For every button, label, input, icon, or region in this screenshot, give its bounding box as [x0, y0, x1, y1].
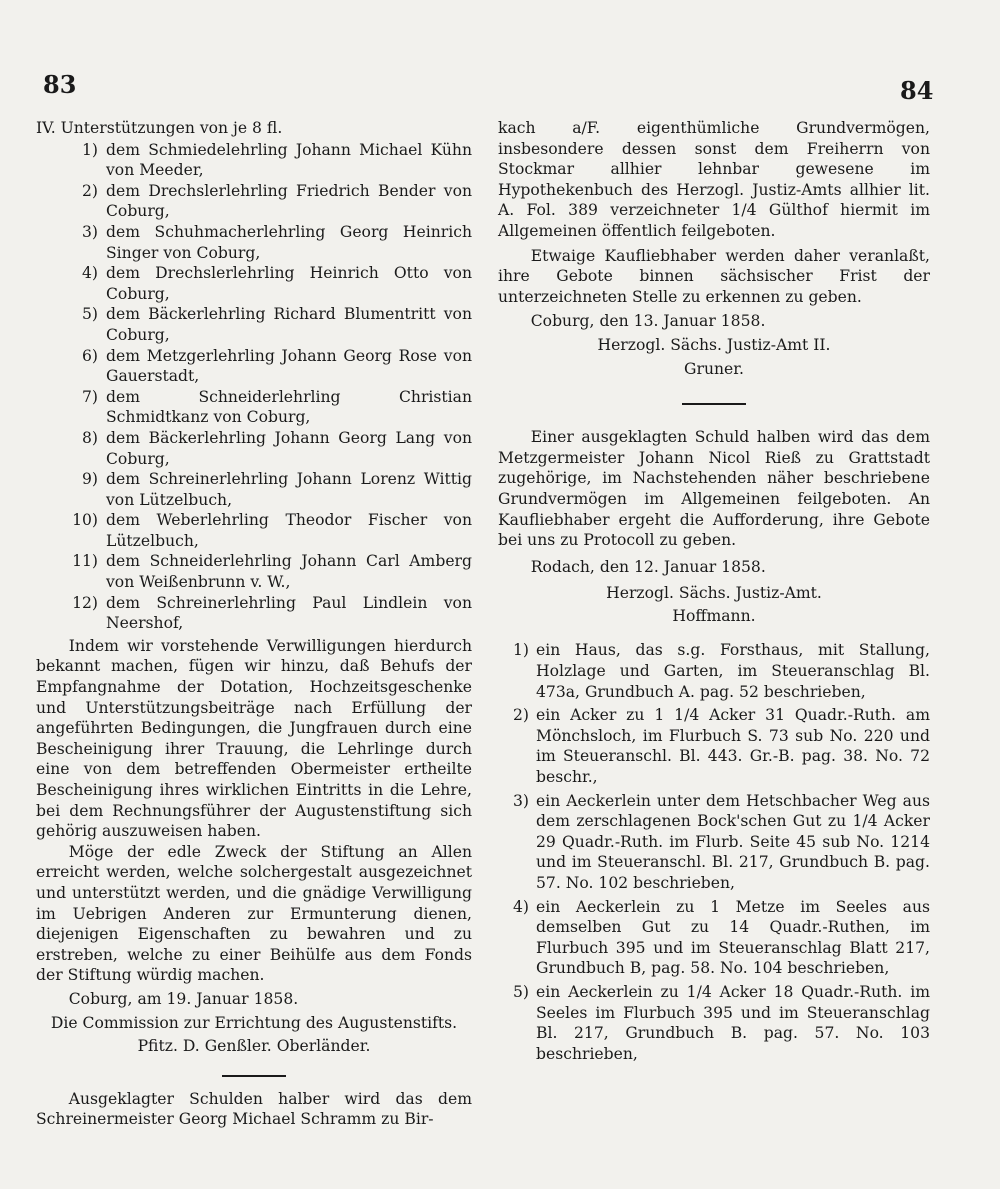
- right-column: [498, 118, 930, 1067]
- list-item-number: 2): [512, 706, 529, 725]
- dateline-rodach: Rodach, den 12. Januar 1858.: [530, 557, 766, 576]
- list-item-text: ein Aeckerlein unter dem Hetschbacher Weg aus dem zerschlagenen Bock'schen Gut zu 1/4 Acker 29 Quadr.-Ruth. im Flurb. Seite 45 sub No. 1214 und im Steueranschl. Bl. 217, Grundbuch B. pag. 57. No. 102 beschrieben,: [536, 791, 930, 892]
- list-item: [36, 263, 472, 304]
- list-item-number: 9): [81, 470, 98, 489]
- commission-name: Die Commission zur Errichtung des Augustenstifts.: [50, 1013, 458, 1032]
- left-column: [36, 118, 472, 1130]
- page-number-right: 84: [900, 76, 934, 105]
- list-item-number: 10): [72, 511, 98, 530]
- dateline: Coburg, am 19. Januar 1858.: [68, 989, 299, 1008]
- list-item-number: 12): [72, 593, 98, 612]
- list-item-number: 8): [81, 428, 98, 447]
- list-item-text: dem Schneiderlehrling Christian Schmidtkanz von Coburg,: [106, 387, 472, 427]
- property-list: [498, 640, 930, 1064]
- buyers-paragraph: Etwaige Kaufliebhaber werden daher veranlaßt, ihre Gebote binnen sächsischer Frist der unterzeichneten Stelle zu erkennen zu geben.: [498, 246, 930, 306]
- list-item: [36, 181, 472, 222]
- office-name: Herzogl. Sächs. Justiz-Amt II.: [597, 335, 831, 354]
- list-item-number: 5): [512, 982, 529, 1001]
- list-item-number: 5): [81, 305, 98, 324]
- list-item-text: dem Bäckerlehrling Richard Blumentritt von Coburg,: [106, 305, 472, 344]
- list-item: [36, 304, 472, 345]
- list-item-text: dem Drechslerlehrling Friedrich Bender von Coburg,: [106, 181, 472, 221]
- list-item-text: dem Schneiderlehrling Johann Carl Amberg von Weißenbrunn v. W.,: [106, 552, 472, 592]
- list-item-number: 3): [512, 791, 529, 810]
- list-item-number: 2): [81, 181, 98, 200]
- list-item-text: dem Schmiedelehrling Johann Michael Kühn von Meeder,: [106, 140, 472, 180]
- list-item-number: 1): [512, 641, 529, 660]
- official-name-rodach: Hoffmann.: [672, 606, 756, 625]
- list-item-number: 4): [512, 897, 529, 916]
- list-item-text: dem Schuhmacherlehrling Georg Heinrich Singer von Coburg,: [106, 222, 472, 262]
- list-item-number: 6): [81, 346, 98, 365]
- list-item-text: ein Aeckerlein zu 1/4 Acker 18 Quadr.-Ruth. im Seeles im Flurbuch 395 und im Steueranschlag Bl. 217, Grundbuch B. pag. 57. No. 103 beschrieben,: [536, 982, 930, 1063]
- office-name-rodach: Herzogl. Sächs. Justiz-Amt.: [606, 584, 822, 603]
- list-item-text: ein Haus, das s.g. Forsthaus, mit Stallung, Holzlage und Garten, im Steueranschlag Bl. 473a, Grundbuch A. pag. 52 beschrieben,: [536, 641, 930, 701]
- list-item: [36, 551, 472, 592]
- list-item: [498, 640, 930, 702]
- section-divider: [682, 403, 746, 405]
- list-item-number: 11): [72, 552, 98, 571]
- announcement-paragraph: Indem wir vorstehende Verwilligungen hierdurch bekannt machen, fügen wir hinzu, daß Behufs der Empfangnahme der Dotation, Hochzeitsgeschenke und Unterstützungsbeiträge nach Erfüllung der angeführten Bedingungen, die Jungfrauen durch eine Bescheinigung ihrer Trauung, die Lehrlinge durch eine von dem betreffenden Obermeister ertheilte Bescheinigung ihres wirklichen Eintritts in die Lehre, bei dem Rechnungsführer der Augustenstiftung sich gehörig auszuweisen haben.: [36, 636, 472, 841]
- purpose-paragraph: Möge der edle Zweck der Stiftung an Allen erreicht werden, welche solchergestalt ausgezeichnet und unterstützt werden, und die gnädige Verwilligung im Uebrigen Anderen zur Ermunterung dienen, diejenigen Eigenschaften zu bewahren und zu erstreben, welche zu einer Beihülfe aus dem Fonds der Stiftung würdig machen.: [36, 842, 472, 985]
- list-item-text: ein Aeckerlein zu 1 Metze im Seeles aus demselben Gut zu 14 Quadr.-Ruthen, im Flurbuch 395 und im Steueranschlag Blatt 217, Grundbuch B, pag. 58. No. 104 beschrieben,: [536, 897, 930, 978]
- signatories: Pfitz. D. Genßler. Oberländer.: [137, 1037, 371, 1056]
- list-item-text: dem Schreinerlehrling Paul Lindlein von Neershof,: [106, 593, 472, 633]
- list-item: [36, 510, 472, 551]
- list-item: [36, 140, 472, 181]
- list-item-number: 7): [81, 387, 98, 406]
- dateline-coburg: Coburg, den 13. Januar 1858.: [530, 312, 766, 331]
- list-item-text: dem Metzgerlehrling Johann Georg Rose von Gauerstadt,: [106, 346, 472, 386]
- list-item: [498, 897, 930, 979]
- list-item-text: dem Weberlehrling Theodor Fischer von Lützelbuch,: [106, 511, 472, 550]
- list-item-text: dem Drechslerlehrling Heinrich Otto von Coburg,: [106, 264, 472, 303]
- official-name: Gruner.: [684, 359, 744, 378]
- list-item-number: 4): [81, 264, 98, 283]
- list-item-text: dem Schreinerlehrling Johann Lorenz Wittig von Lützelbuch,: [106, 470, 472, 509]
- list-item: [36, 346, 472, 387]
- foreclosure-notice-start: Ausgeklagter Schulden halber wird das dem Schreinermeister Georg Michael Schramm zu Bir-: [36, 1089, 472, 1129]
- list-item-number: 3): [81, 222, 98, 241]
- rodach-notice: Einer ausgeklagten Schuld halben wird das dem Metzgermeister Johann Nicol Rieß zu Grattstadt zugehörige, im Nachstehenden näher beschriebene Grundvermögen im Allgemeinen feilgeboten. An Kaufliebhaber ergeht die Aufforderung, ihre Gebote bei uns zu Protocoll zu geben.: [498, 428, 930, 550]
- list-item: [36, 469, 472, 510]
- section-heading: IV. Unterstützungen von je 8 fl.: [36, 119, 283, 137]
- list-item-text: ein Acker zu 1 1/4 Acker 31 Quadr.-Ruth. am Mönchsloch, im Flurbuch S. 73 sub No. 220 und im Steueranschl. Bl. 443. Gr.-B. pag. 38. No. 72 beschr.,: [536, 706, 930, 787]
- list-item: [36, 387, 472, 428]
- list-item: [498, 982, 930, 1064]
- notice-continuation: kach a/F. eigenthümliche Grundvermögen, insbesondere dessen sonst dem Freiherrn von Stockmar allhier lehnbar gewesene im Hypothekenbuch des Herzogl. Justiz-Amts allhier lit. A. Fol. 389 verzeichneter 1/4 Gülthof hiermit im Allgemeinen öffentlich feilgeboten.: [498, 119, 930, 240]
- list-item: [36, 222, 472, 263]
- list-item: [498, 791, 930, 894]
- page-number-left: 83: [43, 70, 77, 99]
- list-item-text: dem Bäckerlehrling Johann Georg Lang von Coburg,: [106, 428, 472, 468]
- apprentice-list: [36, 140, 472, 634]
- section-divider: [222, 1075, 286, 1077]
- list-item: [36, 428, 472, 469]
- list-item: [36, 593, 472, 634]
- list-item-number: 1): [81, 140, 98, 159]
- list-item: [498, 705, 930, 787]
